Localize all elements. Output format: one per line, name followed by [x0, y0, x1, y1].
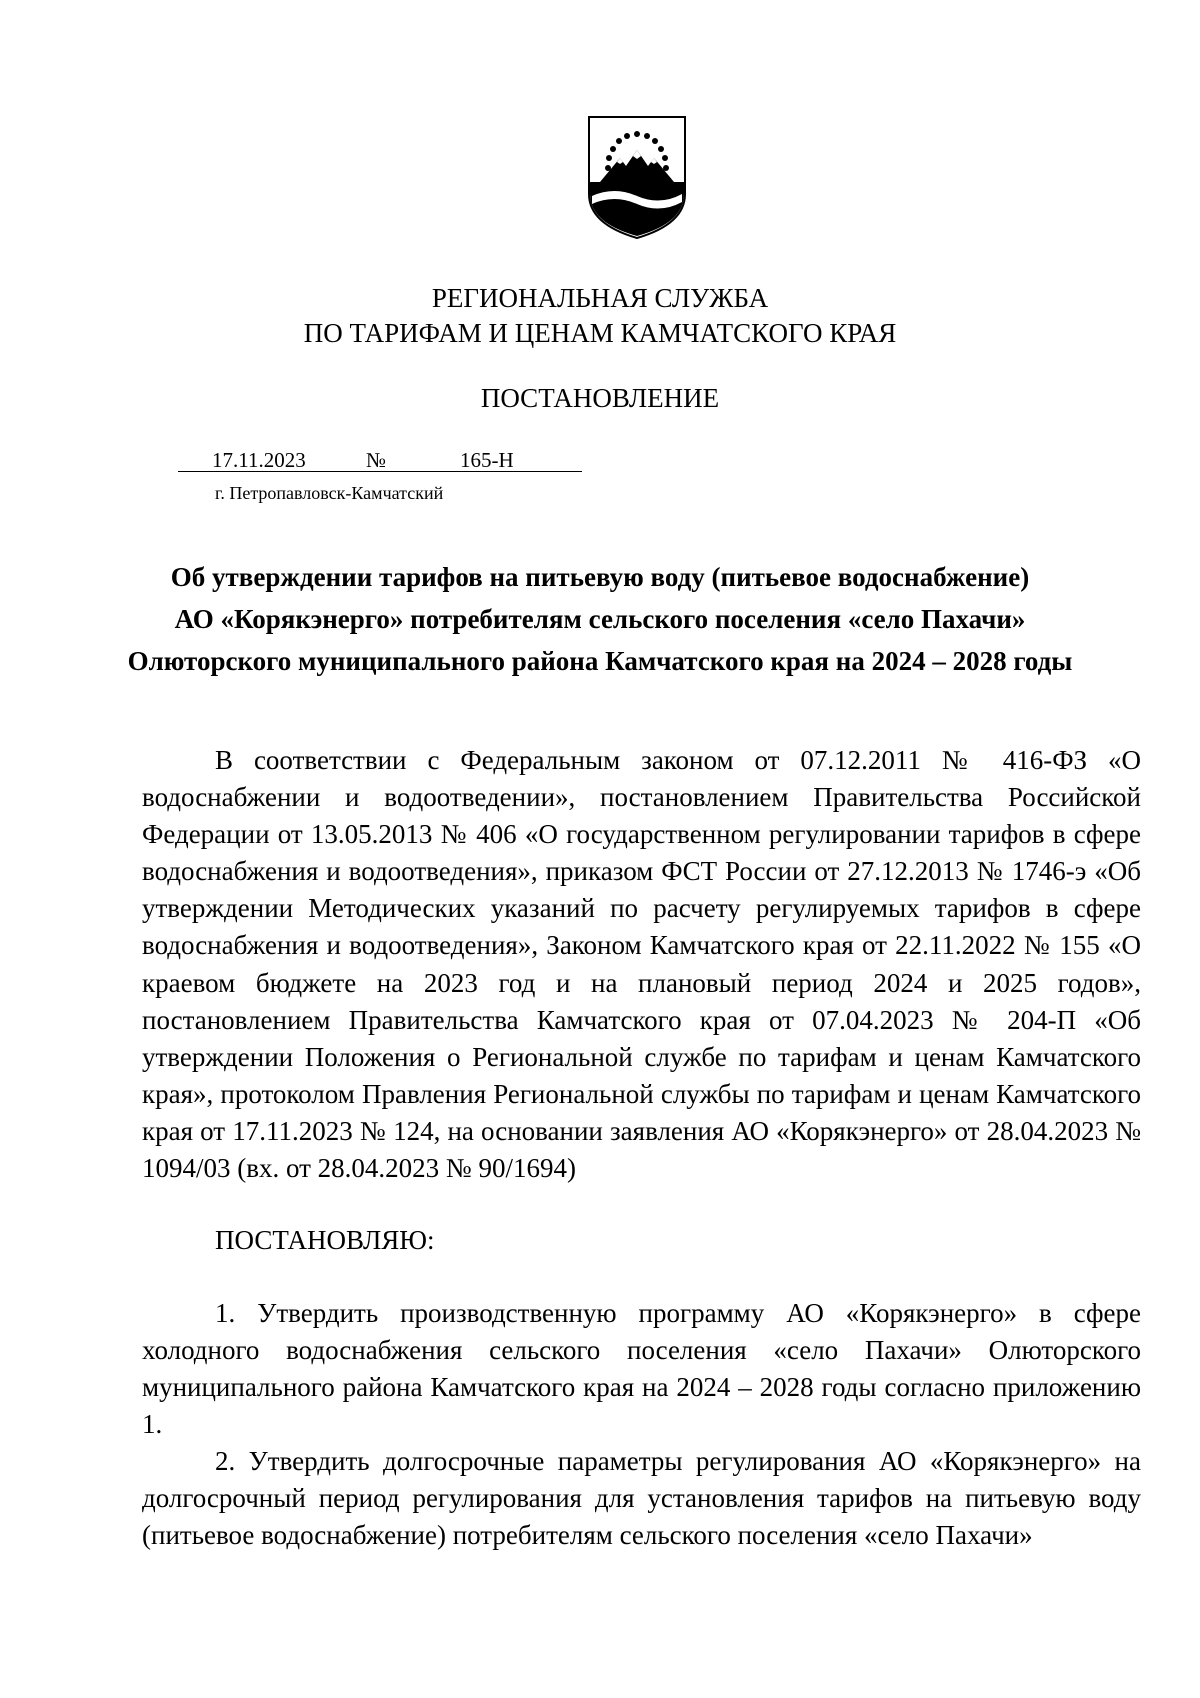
document-title-line-3: Олюторского муниципального района Камчатского края на 2024 – 2028 годы [127, 646, 1073, 676]
decree-point-1: 1. Утвердить производственную программу АО «Корякэнерго» в сфере холодного водоснабжения сельского поселения «село Пахачи» Олюторского муниципального района Камчатского края на 2024 – 2028 годы согласно приложению 1. [142, 1298, 1141, 1440]
date-number-underline [178, 471, 582, 472]
document-title-line-1: Об утверждении тарифов на питьевую воду (питьевое водоснабжение) [170, 562, 1030, 592]
preamble-paragraph: В соответствии с Федеральным законом от 07.12.2011 № 416-ФЗ «О водоснабжении и водоотведении», постановлением Правительства Российской Федерации от 13.05.2013 № 406 «О государственном регулировании тарифов в сфере водоснабжения и водоотведения», приказом ФСТ России от 27.12.2013 № 1746-э «Об утверждении Методических указаний по расчету регулируемых тарифов в сфере водоснабжения и водоотведения», Законом Камчатского края от 22.11.2022 № 155 «О краевом бюджете на 2023 год и на плановый период 2024 и 2025 годов», постановлением Правительства Камчатского края от 07.04.2023 № 204-П «Об утверждении Положения о Региональной службе по тарифам и ценам Камчатского края», протоколом Правления Региональной службы по тарифам и ценам Камчатского края от 17.11.2023 № 124, на основании заявления АО «Корякэнерго» от 28.04.2023 № 1094/03 (вх. от 28.04.2023 № 90/1694) [142, 745, 1141, 1184]
document-title-line-2: АО «Корякэнерго» потребителям сельского поселения «село Пахачи» [174, 604, 1026, 634]
decree-word: ПОСТАНОВЛЯЮ: [215, 1225, 435, 1255]
document-date: 17.11.2023 [212, 448, 306, 472]
decree-point-2: 2. Утвердить долгосрочные параметры регулирования АО «Корякэнерго» на долгосрочный период регулирования для установления тарифов на питьевую воду (питьевое водоснабжение) потребителям сельского поселения «село Пахачи» [142, 1446, 1141, 1551]
coat-of-arms-icon [588, 116, 686, 240]
organization-name-line-2: ПО ТАРИФАМ И ЦЕНАМ КАМЧАТСКОГО КРАЯ [303, 318, 897, 348]
organization-name-line-1: РЕГИОНАЛЬНАЯ СЛУЖБА [431, 283, 769, 313]
document-city: г. Петропавловск-Камчатский [215, 483, 444, 503]
document-type: ПОСТАНОВЛЕНИЕ [480, 383, 720, 413]
document-number: 165-Н [460, 448, 514, 472]
number-sign: № [366, 448, 387, 472]
